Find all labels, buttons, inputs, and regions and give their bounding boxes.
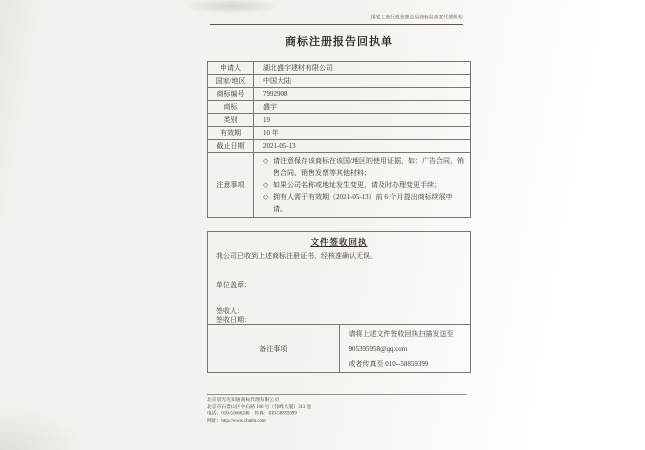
row-label: 有效期 bbox=[208, 127, 254, 140]
row-value: 7992908 bbox=[254, 88, 471, 101]
row-value: 湖北盛宇建材有限公司 bbox=[254, 62, 471, 75]
footer-lines bbox=[207, 397, 418, 425]
header-rule bbox=[210, 24, 463, 25]
row-value: 盛宇 bbox=[254, 101, 471, 114]
row-value: 19 bbox=[254, 114, 471, 127]
table-row bbox=[208, 62, 471, 75]
diamond-bullet-icon: ◇ bbox=[263, 193, 269, 201]
receipt-cell bbox=[208, 232, 471, 325]
row-label: 申请人 bbox=[208, 62, 254, 75]
remark-label: 备注事项 bbox=[208, 325, 340, 373]
table-row bbox=[208, 127, 471, 140]
header-org-text: 国家工商行政管理总局商标局备案代理机构 bbox=[371, 15, 463, 21]
agency-address: 北京市石景山区中石路 166 号（伟峰大厦）313 室 bbox=[207, 404, 312, 410]
table-row bbox=[208, 114, 471, 127]
row-label: 商标编号 bbox=[208, 88, 254, 101]
receipt-row bbox=[208, 232, 471, 325]
page-title: 商标注册报告回执单 bbox=[285, 36, 393, 48]
diamond-bullet-icon: ◇ bbox=[263, 181, 269, 189]
trademark-info-table bbox=[207, 61, 471, 218]
table-row bbox=[208, 88, 471, 101]
agency-website: 网址：http://www.chntm.com bbox=[207, 418, 266, 424]
row-label: 国家/地区 bbox=[208, 75, 254, 88]
row-value: 2021-05-13 bbox=[254, 140, 471, 153]
stamp-label: 单位盖章： bbox=[216, 281, 251, 289]
notes-label: 注意事项 bbox=[208, 153, 254, 218]
remark-content bbox=[339, 325, 471, 373]
note-text: 如果公司名称或地址发生变更，请及时办理变更手续； bbox=[273, 181, 441, 189]
note-text: 拥有人需于有效期（2021-05-13）前 6 个月提出商标续展申请。 bbox=[273, 193, 453, 213]
table-row bbox=[208, 101, 471, 114]
row-label: 截止日期 bbox=[208, 140, 254, 153]
remark-row bbox=[208, 325, 471, 373]
remark-line: 请将上述文件签收回执扫描发送至 905395958@qq.com bbox=[348, 330, 454, 353]
note-text: 请注意保存该商标在该国/地区的使用证据，如：广告合同、销售合同、销售发票等其他材料； bbox=[273, 157, 464, 177]
row-value: 10 年 bbox=[254, 127, 471, 140]
agency-footer bbox=[207, 394, 471, 431]
receipt-title: 文件签收回执 bbox=[310, 237, 368, 247]
row-label: 商标 bbox=[208, 101, 254, 114]
note-item bbox=[263, 191, 466, 215]
note-item bbox=[263, 179, 466, 191]
notes-content bbox=[254, 153, 471, 218]
notes-row bbox=[208, 153, 471, 218]
diamond-bullet-icon: ◇ bbox=[263, 157, 269, 165]
table-row bbox=[208, 140, 471, 153]
receipt-table bbox=[207, 231, 471, 373]
sign-date-label: 签收日期： bbox=[216, 315, 251, 324]
footer-rule bbox=[207, 394, 467, 395]
table-row bbox=[208, 75, 471, 88]
signer-label: 签收人： bbox=[216, 307, 244, 315]
remark-line: 或者传真至 010--58859399 bbox=[348, 360, 429, 368]
agency-company: 北京晨光先知通商标代理有限公司 bbox=[207, 397, 280, 403]
receipt-body-text: 我公司已收到上述商标注册证书，经核准确认无误。 bbox=[216, 252, 377, 260]
row-label: 类别 bbox=[208, 114, 254, 127]
note-item bbox=[263, 155, 466, 179]
agency-tel-fax: 电话：010-51666240 传真：010-58859399 bbox=[207, 411, 297, 417]
row-value: 中国大陆 bbox=[254, 75, 471, 88]
